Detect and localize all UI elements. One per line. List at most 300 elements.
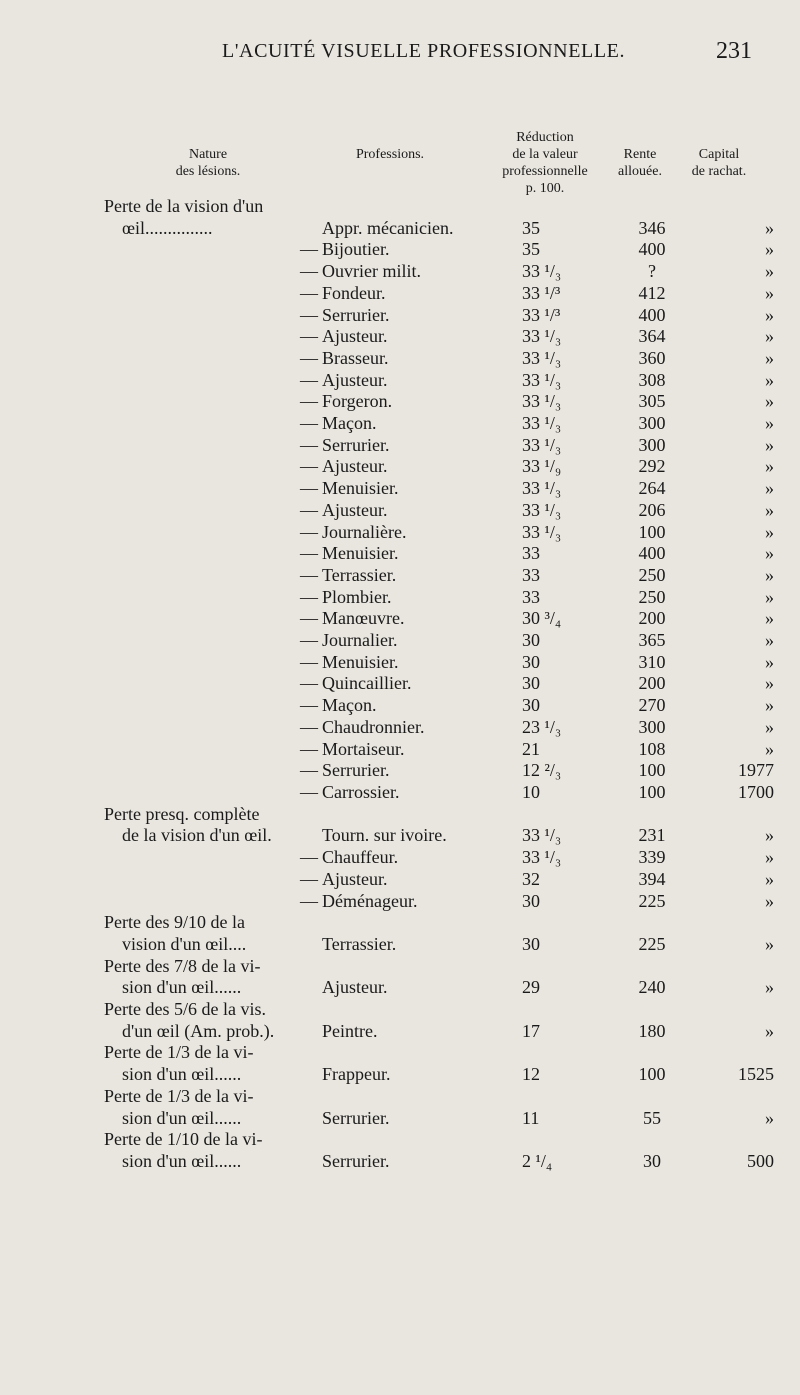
table-row — [104, 804, 774, 826]
capital-cell — [682, 999, 774, 1021]
nature-cell — [104, 370, 322, 392]
rente-cell-text: 394 — [638, 868, 666, 889]
rente-cell — [622, 239, 682, 261]
table-row — [104, 391, 774, 413]
capital-cell-text: » — [765, 1020, 774, 1041]
nature-cell-text: de la vision d'un œil. — [122, 825, 272, 846]
rente-cell-text: 200 — [638, 673, 666, 694]
nature-cell — [104, 348, 322, 370]
reduction-cell-text: 30 — [522, 695, 540, 716]
capital-cell — [682, 717, 774, 739]
rente-cell-text: 346 — [638, 217, 666, 238]
reduction-cell-text: 2 ¹/₄ — [522, 1150, 553, 1171]
capital-cell — [682, 652, 774, 674]
nature-cell-text: — — [300, 456, 318, 477]
nature-cell-text: Perte de la vision d'un — [104, 196, 264, 216]
table-row — [104, 825, 774, 847]
rente-cell — [622, 1129, 682, 1151]
nature-cell — [104, 760, 322, 782]
lesions-table-body — [104, 196, 774, 1173]
capital-cell-text: » — [765, 282, 774, 303]
reduction-cell — [518, 1151, 622, 1173]
rente-cell — [622, 673, 682, 695]
reduction-cell-text: 12 ²/₃ — [522, 760, 562, 781]
profession-cell-text: Tourn. sur ivoire. — [322, 825, 447, 846]
nature-cell — [104, 630, 322, 652]
rente-cell-text: 206 — [638, 499, 666, 520]
reduction-cell — [518, 934, 622, 956]
nature-cell — [104, 912, 322, 934]
profession-cell — [322, 283, 518, 305]
reduction-cell — [518, 782, 622, 804]
header-capital-line: de rachat. — [691, 164, 747, 179]
capital-cell-text: » — [765, 673, 774, 694]
table-row — [104, 956, 774, 978]
nature-cell-text: sion d'un œil...... — [122, 1107, 242, 1128]
header-reduction-line: p. 100. — [525, 181, 565, 196]
profession-cell — [322, 348, 518, 370]
capital-cell — [682, 283, 774, 305]
reduction-cell-text: 33 ¹/₃ — [522, 391, 562, 412]
table-row — [104, 912, 774, 934]
reduction-cell-text: 33 ¹/₃ — [522, 499, 562, 520]
reduction-cell — [518, 1042, 622, 1064]
table-row — [104, 326, 774, 348]
reduction-cell-text: 21 — [522, 738, 540, 759]
reduction-cell — [518, 695, 622, 717]
nature-cell-text: — — [300, 347, 318, 368]
capital-cell — [682, 522, 774, 544]
capital-cell-text: » — [765, 434, 774, 455]
capital-cell — [682, 1151, 774, 1173]
table-row — [104, 456, 774, 478]
capital-cell — [682, 587, 774, 609]
reduction-cell — [518, 652, 622, 674]
rente-cell — [622, 608, 682, 630]
profession-cell-text: Fondeur. — [322, 282, 386, 303]
capital-cell — [682, 218, 774, 240]
profession-cell — [322, 847, 518, 869]
nature-cell-text: œil............... — [122, 217, 213, 238]
header-nature-line: Nature — [188, 147, 228, 162]
reduction-cell-text: 33 ¹/₃ — [522, 369, 562, 390]
capital-cell-text: » — [765, 347, 774, 368]
capital-cell-text: » — [765, 1107, 774, 1128]
table-row — [104, 543, 774, 565]
rente-cell — [622, 478, 682, 500]
rente-cell-text: 308 — [638, 369, 666, 390]
profession-cell — [322, 717, 518, 739]
nature-cell-text: — — [300, 282, 318, 303]
nature-cell — [104, 522, 322, 544]
reduction-cell — [518, 370, 622, 392]
capital-cell-text: » — [765, 326, 774, 347]
nature-cell — [104, 543, 322, 565]
profession-cell — [322, 934, 518, 956]
nature-cell — [104, 1129, 322, 1151]
nature-cell-text: Perte des 9/10 de la — [104, 912, 245, 933]
profession-cell-text: Forgeron. — [322, 391, 393, 412]
profession-cell — [322, 456, 518, 478]
profession-cell-text: Ajusteur. — [322, 369, 388, 390]
rente-cell — [622, 1108, 682, 1130]
profession-cell — [322, 565, 518, 587]
nature-cell — [104, 739, 322, 761]
capital-cell-text: » — [765, 890, 774, 911]
reduction-cell-text: 17 — [522, 1020, 540, 1041]
nature-cell — [104, 1042, 322, 1064]
reduction-cell — [518, 1021, 622, 1043]
nature-cell-text: — — [300, 543, 318, 564]
nature-cell — [104, 456, 322, 478]
profession-cell — [322, 739, 518, 761]
profession-cell — [322, 1151, 518, 1173]
table-row — [104, 847, 774, 869]
header-professions-line: Professions. — [355, 147, 425, 162]
reduction-cell — [518, 456, 622, 478]
capital-cell — [682, 695, 774, 717]
rente-cell — [622, 283, 682, 305]
rente-cell-text: 225 — [638, 890, 666, 911]
rente-cell — [622, 1021, 682, 1043]
reduction-cell-text: 12 — [522, 1064, 540, 1085]
nature-cell — [104, 1108, 322, 1130]
reduction-cell — [518, 847, 622, 869]
reduction-cell — [518, 587, 622, 609]
nature-cell-text: — — [300, 564, 318, 585]
profession-cell — [322, 435, 518, 457]
reduction-cell-text: 32 — [522, 868, 540, 889]
table-row — [104, 522, 774, 544]
rente-cell-text: 100 — [638, 521, 666, 542]
rente-cell-text: 305 — [638, 391, 666, 412]
capital-cell — [682, 261, 774, 283]
profession-cell-text: Serrurier. — [322, 760, 390, 781]
capital-cell — [682, 630, 774, 652]
profession-cell — [322, 326, 518, 348]
rente-cell — [622, 1042, 682, 1064]
nature-cell — [104, 478, 322, 500]
profession-cell — [322, 196, 518, 218]
profession-cell-text: Appr. mécanicien. — [322, 217, 454, 238]
nature-cell-text: — — [300, 716, 318, 737]
nature-cell — [104, 999, 322, 1021]
nature-cell — [104, 500, 322, 522]
rente-cell-text: 30 — [643, 1150, 661, 1171]
nature-cell — [104, 847, 322, 869]
nature-cell — [104, 608, 322, 630]
nature-cell-text: — — [300, 673, 318, 694]
reduction-cell-text: 30 — [522, 933, 540, 954]
profession-cell-text: Carrossier. — [322, 781, 400, 802]
capital-cell-text: » — [765, 239, 774, 260]
nature-cell — [104, 326, 322, 348]
reduction-cell-text: 33 — [522, 564, 540, 585]
capital-cell — [682, 1021, 774, 1043]
rente-cell-text: 400 — [638, 304, 666, 325]
capital-cell-text: 500 — [747, 1150, 774, 1171]
reduction-cell-text: 33 ¹/₃ — [522, 847, 562, 868]
capital-cell — [682, 608, 774, 630]
nature-cell — [104, 804, 322, 826]
reduction-cell-text: 33 ¹/₃ — [522, 521, 562, 542]
nature-cell-text: Perte de 1/3 de la vi- — [104, 1042, 254, 1063]
reduction-cell — [518, 348, 622, 370]
rente-cell-text: 180 — [638, 1020, 666, 1041]
table-row — [104, 218, 774, 240]
rente-cell — [622, 760, 682, 782]
profession-cell — [322, 239, 518, 261]
table-row — [104, 413, 774, 435]
profession-cell-text: Quincaillier. — [322, 673, 412, 694]
capital-cell-text: » — [765, 521, 774, 542]
rente-cell — [622, 652, 682, 674]
rente-cell-text: 240 — [638, 977, 666, 998]
reduction-cell — [518, 804, 622, 826]
capital-cell-text: » — [765, 977, 774, 998]
reduction-cell — [518, 869, 622, 891]
profession-cell-text: Manœuvre. — [322, 608, 405, 629]
rente-cell — [622, 717, 682, 739]
table-row — [104, 608, 774, 630]
profession-cell — [322, 695, 518, 717]
nature-cell — [104, 587, 322, 609]
capital-cell-text: » — [765, 391, 774, 412]
capital-cell — [682, 478, 774, 500]
nature-cell-text: — — [300, 326, 318, 347]
nature-cell-text: Perte de 1/3 de la vi- — [104, 1085, 254, 1106]
capital-cell — [682, 1108, 774, 1130]
rente-cell — [622, 413, 682, 435]
table-row — [104, 652, 774, 674]
profession-cell-text: Chaudronnier. — [322, 716, 425, 737]
nature-cell-text: — — [300, 868, 318, 889]
rente-cell — [622, 348, 682, 370]
rente-cell-text: 231 — [638, 825, 666, 846]
nature-cell-text: Perte des 5/6 de la vis. — [104, 999, 266, 1020]
rente-cell — [622, 847, 682, 869]
nature-cell-text: — — [300, 261, 318, 282]
rente-cell — [622, 1086, 682, 1108]
nature-cell-text: vision d'un œil.... — [122, 933, 247, 954]
profession-cell-text: Menuisier. — [322, 651, 399, 672]
profession-cell-text: Plombier. — [322, 586, 392, 607]
nature-cell — [104, 1064, 322, 1086]
capital-cell-text: 1700 — [738, 781, 774, 802]
table-row — [104, 1108, 774, 1130]
rente-cell — [622, 435, 682, 457]
table-row — [104, 370, 774, 392]
nature-cell — [104, 673, 322, 695]
capital-cell — [682, 239, 774, 261]
rente-cell — [622, 326, 682, 348]
profession-cell — [322, 391, 518, 413]
table-row — [104, 348, 774, 370]
reduction-cell — [518, 1086, 622, 1108]
header-rente-line: Rente — [623, 147, 657, 162]
profession-cell-text: Journalier. — [322, 630, 398, 651]
capital-cell-text: » — [765, 261, 774, 282]
nature-cell — [104, 413, 322, 435]
nature-cell-text: — — [300, 434, 318, 455]
rente-cell — [622, 522, 682, 544]
nature-cell — [104, 934, 322, 956]
reduction-cell-text: 11 — [522, 1107, 540, 1128]
rente-cell — [622, 630, 682, 652]
reduction-cell-text: 33 ¹/³ — [522, 282, 561, 303]
capital-cell — [682, 391, 774, 413]
reduction-cell-text: 35 — [522, 239, 540, 260]
nature-cell — [104, 956, 322, 978]
rente-cell-text: 300 — [638, 413, 666, 434]
profession-cell-text: Ajusteur. — [322, 456, 388, 477]
rente-cell — [622, 587, 682, 609]
rente-cell — [622, 218, 682, 240]
profession-cell — [322, 1129, 518, 1151]
nature-cell — [104, 825, 322, 847]
reduction-cell — [518, 283, 622, 305]
reduction-cell — [518, 977, 622, 999]
nature-cell — [104, 305, 322, 327]
table-row — [104, 305, 774, 327]
capital-cell-text: » — [765, 456, 774, 477]
reduction-cell — [518, 608, 622, 630]
profession-cell — [322, 522, 518, 544]
header-rente — [606, 146, 674, 180]
capital-cell-text: » — [765, 738, 774, 759]
table-row — [104, 739, 774, 761]
nature-cell — [104, 218, 322, 240]
rente-cell — [622, 565, 682, 587]
table-row — [104, 673, 774, 695]
table-row — [104, 695, 774, 717]
table-row — [104, 196, 774, 218]
page-number: 231 — [716, 38, 752, 64]
rente-cell — [622, 305, 682, 327]
nature-cell — [104, 435, 322, 457]
table-row — [104, 261, 774, 283]
reduction-cell — [518, 999, 622, 1021]
rente-cell — [622, 825, 682, 847]
header-nature — [148, 146, 268, 180]
table-row — [104, 869, 774, 891]
rente-cell-text: 264 — [638, 478, 666, 499]
rente-cell — [622, 196, 682, 218]
table-row — [104, 782, 774, 804]
reduction-cell — [518, 500, 622, 522]
reduction-cell-text: 33 ¹/₃ — [522, 347, 562, 368]
rente-cell — [622, 891, 682, 913]
nature-cell — [104, 782, 322, 804]
reduction-cell-text: 30 — [522, 890, 540, 911]
nature-cell — [104, 977, 322, 999]
capital-cell — [682, 782, 774, 804]
capital-cell-text: » — [765, 695, 774, 716]
nature-cell-text: — — [300, 738, 318, 759]
nature-cell-text: — — [300, 760, 318, 781]
profession-cell-text: Ouvrier milit. — [322, 261, 421, 282]
rente-cell-text: 412 — [638, 282, 666, 303]
profession-cell — [322, 804, 518, 826]
nature-cell — [104, 565, 322, 587]
capital-cell-text: 1525 — [738, 1064, 774, 1085]
table-row — [104, 1064, 774, 1086]
rente-cell-text: 225 — [638, 933, 666, 954]
profession-cell — [322, 218, 518, 240]
reduction-cell-text: 33 — [522, 586, 540, 607]
table-row — [104, 760, 774, 782]
capital-cell-text: » — [765, 847, 774, 868]
profession-cell-text: Terrassier. — [322, 564, 397, 585]
nature-cell-text: — — [300, 499, 318, 520]
rente-cell-text: 365 — [638, 630, 666, 651]
reduction-cell — [518, 413, 622, 435]
capital-cell-text: » — [765, 608, 774, 629]
header-reduction-line: Réduction — [516, 130, 574, 145]
header-professions — [330, 146, 450, 163]
rente-cell — [622, 977, 682, 999]
profession-cell-text: Serrurier. — [322, 434, 390, 455]
rente-cell — [622, 695, 682, 717]
nature-cell-text: — — [300, 304, 318, 325]
rente-cell — [622, 934, 682, 956]
reduction-cell — [518, 1129, 622, 1151]
capital-cell — [682, 348, 774, 370]
profession-cell — [322, 999, 518, 1021]
reduction-cell — [518, 739, 622, 761]
capital-cell — [682, 413, 774, 435]
reduction-cell-text: 23 ¹/₃ — [522, 716, 562, 737]
capital-cell — [682, 543, 774, 565]
nature-cell-text: — — [300, 608, 318, 629]
nature-cell — [104, 196, 322, 218]
profession-cell — [322, 413, 518, 435]
nature-cell-text: — — [300, 847, 318, 868]
rente-cell — [622, 869, 682, 891]
capital-cell — [682, 196, 774, 218]
rente-cell-text: 364 — [638, 326, 666, 347]
capital-cell — [682, 500, 774, 522]
profession-cell — [322, 782, 518, 804]
profession-cell-text: Bijoutier. — [322, 239, 390, 260]
nature-cell-text: — — [300, 651, 318, 672]
capital-cell-text: » — [765, 478, 774, 499]
rente-cell-text: 100 — [638, 1064, 666, 1085]
rente-cell-text: 100 — [638, 760, 666, 781]
table-row — [104, 435, 774, 457]
reduction-cell — [518, 435, 622, 457]
table-row — [104, 1151, 774, 1173]
capital-cell — [682, 1086, 774, 1108]
rente-cell — [622, 782, 682, 804]
table-row — [104, 478, 774, 500]
reduction-cell — [518, 326, 622, 348]
capital-cell — [682, 326, 774, 348]
profession-cell — [322, 478, 518, 500]
profession-cell — [322, 912, 518, 934]
header-reduction — [484, 129, 606, 197]
reduction-cell — [518, 522, 622, 544]
table-row — [104, 934, 774, 956]
capital-cell — [682, 456, 774, 478]
reduction-cell-text: 33 ¹/₃ — [522, 478, 562, 499]
rente-cell-text: 300 — [638, 716, 666, 737]
table-row — [104, 1086, 774, 1108]
capital-cell — [682, 847, 774, 869]
profession-cell — [322, 977, 518, 999]
profession-cell — [322, 1086, 518, 1108]
profession-cell — [322, 630, 518, 652]
